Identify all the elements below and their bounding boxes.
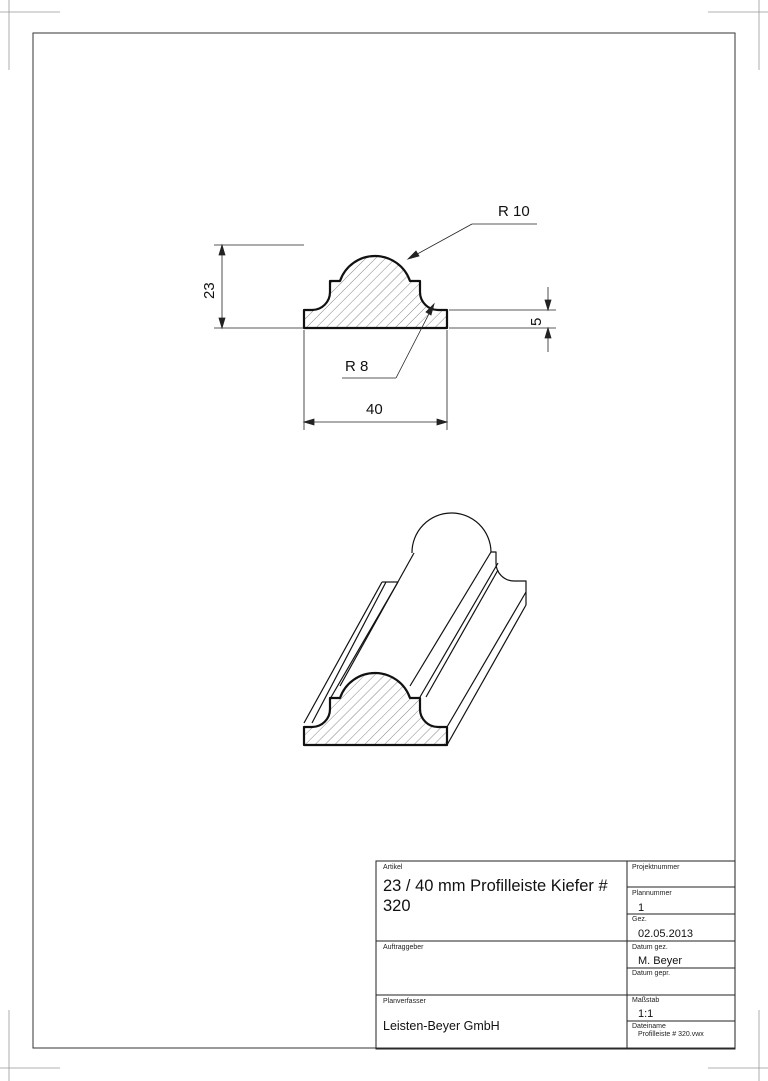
profile-section: [304, 256, 447, 328]
dim-step: 5: [528, 317, 545, 326]
title-block: [376, 861, 735, 1049]
planverfasser-label: Planverfasser: [383, 998, 426, 1005]
planverfasser-value: Leisten-Beyer GmbH: [383, 1019, 500, 1033]
dateiname-value: Profilleiste # 320.vwx: [638, 1031, 704, 1038]
gez-value: 02.05.2013: [638, 928, 694, 940]
massstab-value: 1:1: [638, 1008, 654, 1020]
artikel-value: 23 / 40 mm Profilleiste Kiefer # 320: [383, 877, 608, 915]
dim-width: 40: [366, 401, 383, 418]
massstab-label: Maßstab: [632, 997, 660, 1004]
plannummer-label: Plannummer: [632, 890, 672, 897]
dim-radius-side: R 8: [345, 358, 369, 375]
iso-body: [304, 508, 520, 727]
isometric-view: [304, 508, 526, 745]
datum-gepr-label: Datum gepr.: [632, 970, 671, 977]
gez-label: Gez.: [632, 916, 647, 923]
datum-gez-value: M. Beyer: [638, 955, 683, 967]
profile-outline: [304, 256, 447, 328]
datum-gez-label: Datum gez.: [632, 944, 668, 951]
dateiname-label: Dateiname: [632, 1023, 666, 1030]
projektnummer-label: Projektnummer: [632, 864, 680, 871]
dim-radius-top: R 10: [498, 203, 530, 220]
plannummer-value: 1: [638, 902, 645, 914]
dim-height: 23: [201, 282, 218, 299]
auftraggeber-label: Auftraggeber: [383, 944, 424, 951]
artikel-label: Artikel: [383, 864, 403, 871]
